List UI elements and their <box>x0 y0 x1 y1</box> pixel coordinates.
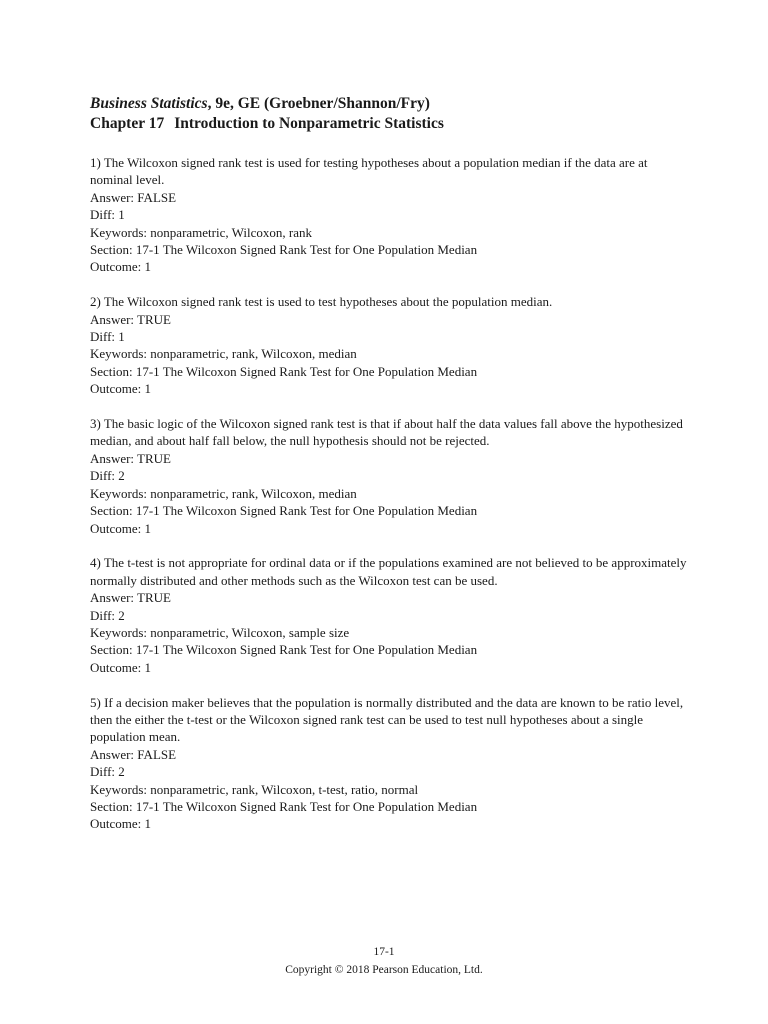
question-number: 1) <box>90 155 101 170</box>
answer: Answer: TRUE <box>90 590 172 606</box>
keywords: Keywords: nonparametric, Wilcoxon, rank <box>90 224 312 240</box>
section: Section: 17-1 The Wilcoxon Signed Rank Test for One Population Median <box>90 363 478 379</box>
answer: Answer: FALSE <box>90 746 177 762</box>
question-text: The Wilcoxon signed rank test is used to test hypotheses about the population median. <box>103 294 553 310</box>
outcome: Outcome: 1 <box>90 816 152 832</box>
chapter-title-line <box>90 114 690 134</box>
question-item <box>90 293 690 397</box>
difficulty: Diff: 2 <box>90 468 125 484</box>
chapter-title: Introduction to Nonparametric Statistics <box>174 115 444 132</box>
question-item <box>90 694 690 833</box>
question-text-line <box>90 554 690 589</box>
chapter-label: Chapter 17 <box>90 115 165 132</box>
answer: Answer: TRUE <box>90 450 172 466</box>
section: Section: 17-1 The Wilcoxon Signed Rank Test for One Population Median <box>90 242 478 258</box>
answer: Answer: TRUE <box>90 311 172 327</box>
question-list <box>90 154 690 850</box>
question-number: 2) <box>90 294 101 310</box>
question-text-line <box>90 293 690 310</box>
question-number: 3) <box>90 416 101 432</box>
question-text-line <box>90 415 690 450</box>
document-header <box>90 94 690 134</box>
answer: Answer: FALSE <box>90 189 177 205</box>
outcome: Outcome: 1 <box>90 381 152 397</box>
question-text: The t-test is not appropriate for ordinal data or if the populations examined are not believed to be approximately normally distributed and other methods such as the Wilcoxon test can be used. <box>90 555 687 588</box>
question-number: 4) <box>90 555 101 571</box>
question-text-line <box>90 154 690 189</box>
keywords: Keywords: nonparametric, Wilcoxon, sample size <box>90 624 350 640</box>
difficulty: Diff: 1 <box>90 329 125 345</box>
book-edition-authors: , 9e, GE (Groebner/Shannon/Fry) <box>207 95 430 112</box>
question-item <box>90 154 690 276</box>
copyright-notice: Copyright © 2018 Pearson Education, Ltd. <box>285 964 483 976</box>
outcome: Outcome: 1 <box>90 520 152 536</box>
section: Section: 17-1 The Wilcoxon Signed Rank Test for One Population Median <box>90 503 478 519</box>
question-item <box>90 554 690 676</box>
difficulty: Diff: 2 <box>90 607 125 623</box>
difficulty: Diff: 1 <box>90 207 125 223</box>
page-number: 17-1 <box>373 946 395 958</box>
question-text-line <box>90 694 690 746</box>
section: Section: 17-1 The Wilcoxon Signed Rank Test for One Population Median <box>90 642 478 658</box>
question-text: The Wilcoxon signed rank test is used for testing hypotheses about a population median if the data are at nominal level. <box>90 155 648 188</box>
book-title-line <box>90 94 690 114</box>
book-title: Business Statistics <box>90 95 208 112</box>
outcome: Outcome: 1 <box>90 659 152 675</box>
question-number: 5) <box>90 694 101 710</box>
question-item <box>90 415 690 537</box>
question-text: The basic logic of the Wilcoxon signed rank test is that if about half the data values fall above the hypothesized median, and about half fall below, the null hypothesis should not be rejected. <box>90 416 683 449</box>
keywords: Keywords: nonparametric, rank, Wilcoxon, t-test, ratio, normal <box>90 781 419 797</box>
keywords: Keywords: nonparametric, rank, Wilcoxon, median <box>90 346 357 362</box>
question-text: If a decision maker believes that the population is normally distributed and the data are known to be ratio level, then the either the t-test or the Wilcoxon signed rank test can be used to test null hypotheses about a single population mean. <box>90 694 684 745</box>
keywords: Keywords: nonparametric, rank, Wilcoxon, median <box>90 485 357 501</box>
section: Section: 17-1 The Wilcoxon Signed Rank Test for One Population Median <box>90 798 478 814</box>
outcome: Outcome: 1 <box>90 259 152 275</box>
difficulty: Diff: 2 <box>90 764 125 780</box>
